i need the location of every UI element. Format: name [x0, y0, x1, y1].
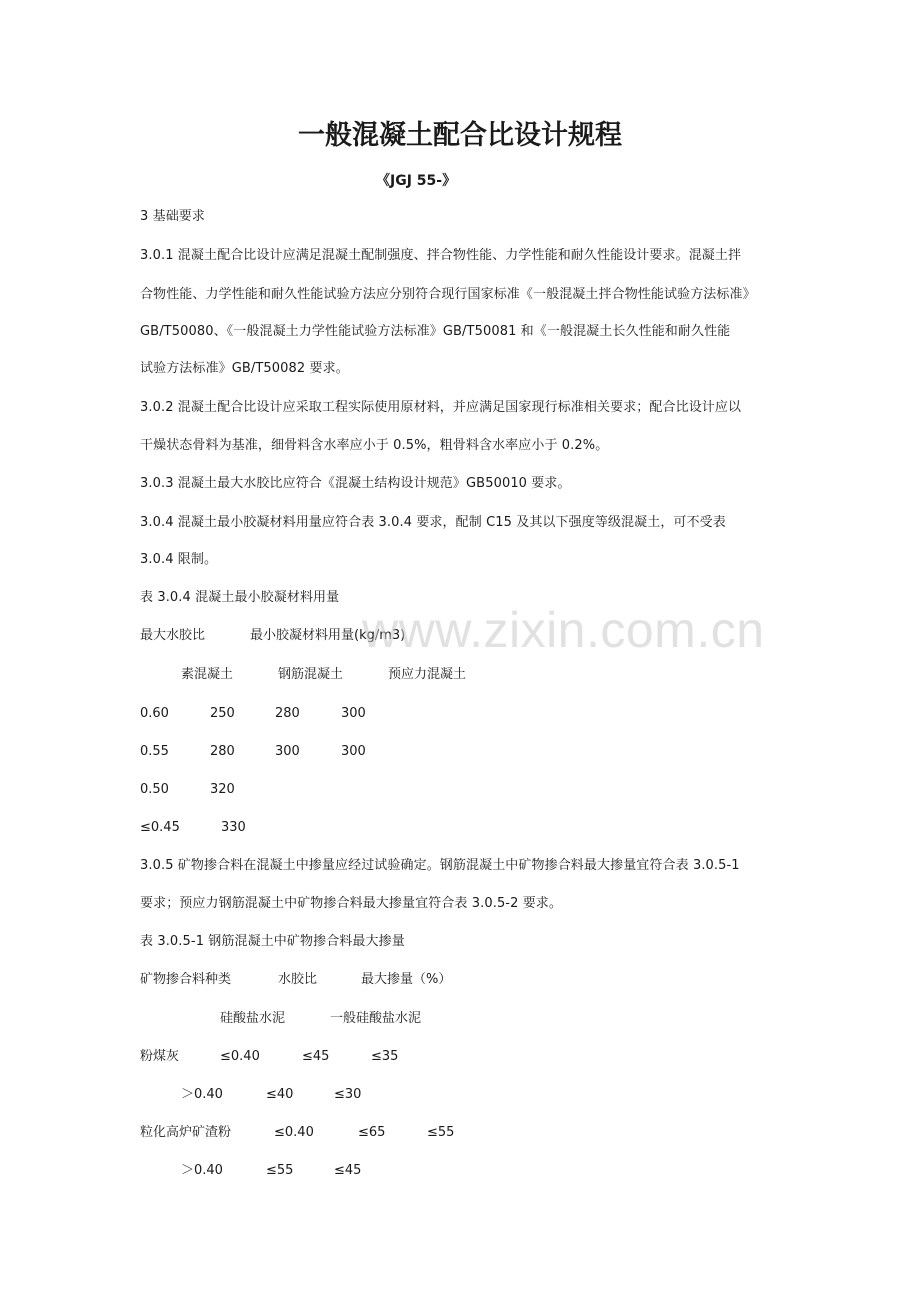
table-cell: ≤65 — [358, 1125, 386, 1140]
clause-3-0-1-line: 试验方法标准》GB/T50082 要求。 — [140, 361, 349, 376]
clause-3-0-4-line: 3.0.4 混凝土最小胶凝材料用量应符合表 3.0.4 要求，配制 C15 及其以下强度等级混凝土，可不受表 — [140, 515, 726, 530]
document-title: 一般混凝土配合比设计规程 — [298, 120, 622, 151]
table-cell: 0.60 — [140, 706, 169, 721]
table-cell: 300 — [341, 744, 366, 759]
watermark: www.zixin.com.cn — [362, 602, 765, 658]
section-heading: 3 基础要求 — [140, 209, 206, 224]
table-cell: ＞0.40 — [181, 1087, 223, 1102]
table-cell: ≤55 — [427, 1125, 455, 1140]
table-cell: 粒化高炉矿渣粉 — [140, 1125, 232, 1140]
table-3-0-4-caption: 表 3.0.4 混凝土最小胶凝材料用量 — [140, 590, 340, 605]
table-3-0-5-1-header: 水胶比 — [278, 972, 318, 987]
table-3-0-4-subheader: 钢筋混凝土 — [278, 667, 344, 682]
table-cell: ≤30 — [334, 1087, 362, 1102]
table-cell: 330 — [221, 820, 246, 835]
table-cell: 粉煤灰 — [140, 1049, 180, 1064]
table-cell: 280 — [210, 744, 235, 759]
table-3-0-4-header-col2: 最小胶凝材料用量(kg/m3) — [250, 628, 406, 643]
table-cell: ≤0.40 — [274, 1125, 314, 1140]
table-3-0-5-1-subheader: 一般硅酸盐水泥 — [330, 1011, 422, 1026]
table-3-0-5-1-header: 最大掺量（%） — [361, 972, 452, 987]
table-cell: 250 — [210, 706, 235, 721]
table-cell: 0.55 — [140, 744, 169, 759]
table-cell: ≤35 — [371, 1049, 399, 1064]
table-cell: ≤55 — [266, 1163, 294, 1178]
clause-3-0-3: 3.0.3 混凝土最大水胶比应符合《混凝土结构设计规范》GB50010 要求。 — [140, 476, 571, 491]
clause-3-0-5-line: 要求；预应力钢筋混凝土中矿物掺合料最大掺量宜符合表 3.0.5-2 要求。 — [140, 896, 563, 911]
clause-3-0-5-line: 3.0.5 矿物掺合料在混凝土中掺量应经过试验确定。钢筋混凝土中矿物掺合料最大掺量宜符合表 3.0.5-1 — [140, 858, 740, 873]
table-3-0-5-1-subheader: 硅酸盐水泥 — [220, 1011, 286, 1026]
table-cell: ≤0.40 — [220, 1049, 260, 1064]
table-cell: 280 — [275, 706, 300, 721]
table-3-0-4-subheader: 预应力混凝土 — [388, 667, 467, 682]
clause-3-0-2-line: 3.0.2 混凝土配合比设计应采取工程实际使用原材料，并应满足国家现行标准相关要求；配合比设计应以 — [140, 400, 742, 415]
clause-3-0-1-line: 合物性能、力学性能和耐久性能试验方法应分别符合现行国家标准《一般混凝土拌合物性能试验方法标准》 — [140, 287, 756, 302]
clause-3-0-1-line: GB/T50080、《一般混凝土力学性能试验方法标准》GB/T50081 和《一般混凝土长久性能和耐久性能 — [140, 324, 731, 339]
clause-3-0-4-line: 3.0.4 限制。 — [140, 552, 218, 567]
table-cell: 300 — [341, 706, 366, 721]
table-cell: ≤0.45 — [140, 820, 180, 835]
table-3-0-4-subheader: 素混凝土 — [181, 667, 234, 682]
document-subtitle: 《JGJ 55-》 — [376, 173, 457, 189]
table-cell: ≤45 — [302, 1049, 330, 1064]
table-cell: 300 — [275, 744, 300, 759]
clause-3-0-2-line: 干燥状态骨料为基准，细骨料含水率应小于 0.5%，粗骨料含水率应小于 0.2%。 — [140, 438, 609, 453]
clause-3-0-1-line: 3.0.1 混凝土配合比设计应满足混凝土配制强度、拌合物性能、力学性能和耐久性能设计要求。混凝土拌 — [140, 248, 742, 263]
table-3-0-5-1-caption: 表 3.0.5-1 钢筋混凝土中矿物掺合料最大掺量 — [140, 934, 405, 949]
table-cell: ≤40 — [266, 1087, 294, 1102]
table-cell: 320 — [210, 782, 235, 797]
table-3-0-5-1-header: 矿物掺合料种类 — [140, 972, 232, 987]
table-cell: ≤45 — [334, 1163, 362, 1178]
table-3-0-4-header-col1: 最大水胶比 — [140, 628, 206, 643]
table-cell: 0.50 — [140, 782, 169, 797]
table-cell: ＞0.40 — [181, 1163, 223, 1178]
